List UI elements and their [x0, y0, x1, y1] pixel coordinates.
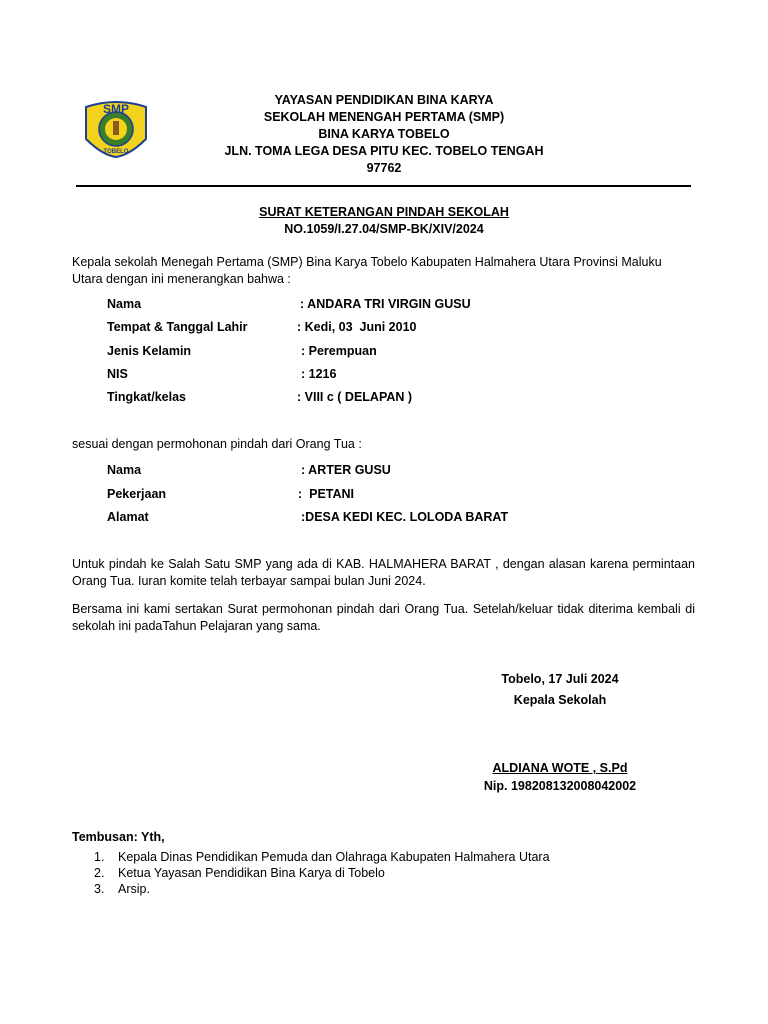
body-paragraph-2: Bersama ini kami sertakan Surat permohonan pindah dari Orang Tua. Setelah/keluar tidak diterima kembali di sekolah ini padaTahun Pelajaran yang sama.	[72, 602, 695, 633]
postal-code: 97762	[366, 161, 402, 175]
field-label: NIS	[107, 367, 128, 381]
school-logo	[80, 99, 152, 159]
letterhead	[150, 92, 618, 177]
letter-number: NO.1059/I.27.04/SMP-BK/XIV/2024	[284, 222, 484, 236]
field-label: Nama	[107, 297, 142, 311]
cc-item-text: Arsip.	[118, 882, 150, 896]
body-paragraph-1: Untuk pindah ke Salah Satu SMP yang ada di KAB. HALMAHERA BARAT , dengan alasan karena permintaan Orang Tua. Iuran komite telah terbayar sampai bulan Juni 2024.	[72, 557, 695, 588]
field-label: Nama	[107, 463, 142, 477]
parent-row	[107, 463, 607, 480]
field-value: : VIII c ( DELAPAN )	[297, 390, 413, 404]
student-row	[107, 390, 607, 407]
student-row	[107, 367, 607, 384]
principal-name: ALDIANA WOTE , S.Pd	[492, 761, 628, 775]
svg-text:TOBELO: TOBELO	[103, 149, 129, 155]
signature-nip: Nip. 198208132008042002	[483, 779, 637, 793]
student-row	[107, 344, 607, 361]
document-title	[150, 204, 618, 238]
cc-item-number: 2.	[94, 866, 105, 880]
school-name: BINA KARYA TOBELO	[318, 127, 450, 141]
school-address: JLN. TOMA LEGA DESA PITU KEC. TOBELO TENGAH	[224, 144, 544, 158]
parent-row	[107, 510, 607, 527]
field-value: : ANDARA TRI VIRGIN GUSU	[300, 297, 471, 311]
intro-paragraph: Kepala sekolah Menegah Pertama (SMP) Bina Karya Tobelo Kabupaten Halmahera Utara Provinsi Maluku Utara dengan ini menerangkan bahwa :	[72, 255, 662, 286]
cc-item-text: Ketua Yayasan Pendidikan Bina Karya di Tobelo	[118, 866, 385, 880]
signature-name	[460, 761, 660, 775]
field-value: : PETANI	[298, 487, 355, 501]
header-divider	[76, 185, 691, 187]
signature-place-date: Tobelo, 17 Juli 2024	[501, 672, 619, 686]
letter-heading: SURAT KETERANGAN PINDAH SEKOLAH	[259, 205, 509, 219]
field-value: : Kedi, 03 Juni 2010	[297, 320, 417, 334]
student-row	[107, 297, 607, 314]
field-value: : 1216	[301, 367, 337, 381]
signature-position: Kepala Sekolah	[513, 693, 607, 707]
foundation-name: YAYASAN PENDIDIKAN BINA KARYA	[274, 93, 494, 107]
svg-text:SMP: SMP	[102, 102, 130, 116]
field-value: :DESA KEDI KEC. LOLODA BARAT	[301, 510, 509, 524]
school-level: SEKOLAH MENENGAH PERTAMA (SMP)	[263, 110, 505, 124]
cc-title: Tembusan: Yth,	[72, 830, 165, 844]
field-value: : Perempuan	[301, 344, 377, 358]
cc-item-number: 3.	[94, 882, 105, 896]
parent-row	[107, 487, 607, 504]
cc-item-number: 1.	[94, 850, 105, 864]
field-label: Tempat & Tanggal Lahir	[107, 320, 248, 334]
parent-intro: sesuai dengan permohonan pindah dari Orang Tua :	[72, 437, 362, 451]
student-row	[107, 320, 607, 337]
field-label: Jenis Kelamin	[107, 344, 192, 358]
field-label: Tingkat/kelas	[107, 390, 186, 404]
field-label: Pekerjaan	[107, 487, 167, 501]
cc-item-text: Kepala Dinas Pendidikan Pemuda dan Olahraga Kabupaten Halmahera Utara	[118, 850, 550, 864]
field-label: Alamat	[107, 510, 149, 524]
field-value: : ARTER GUSU	[301, 463, 391, 477]
